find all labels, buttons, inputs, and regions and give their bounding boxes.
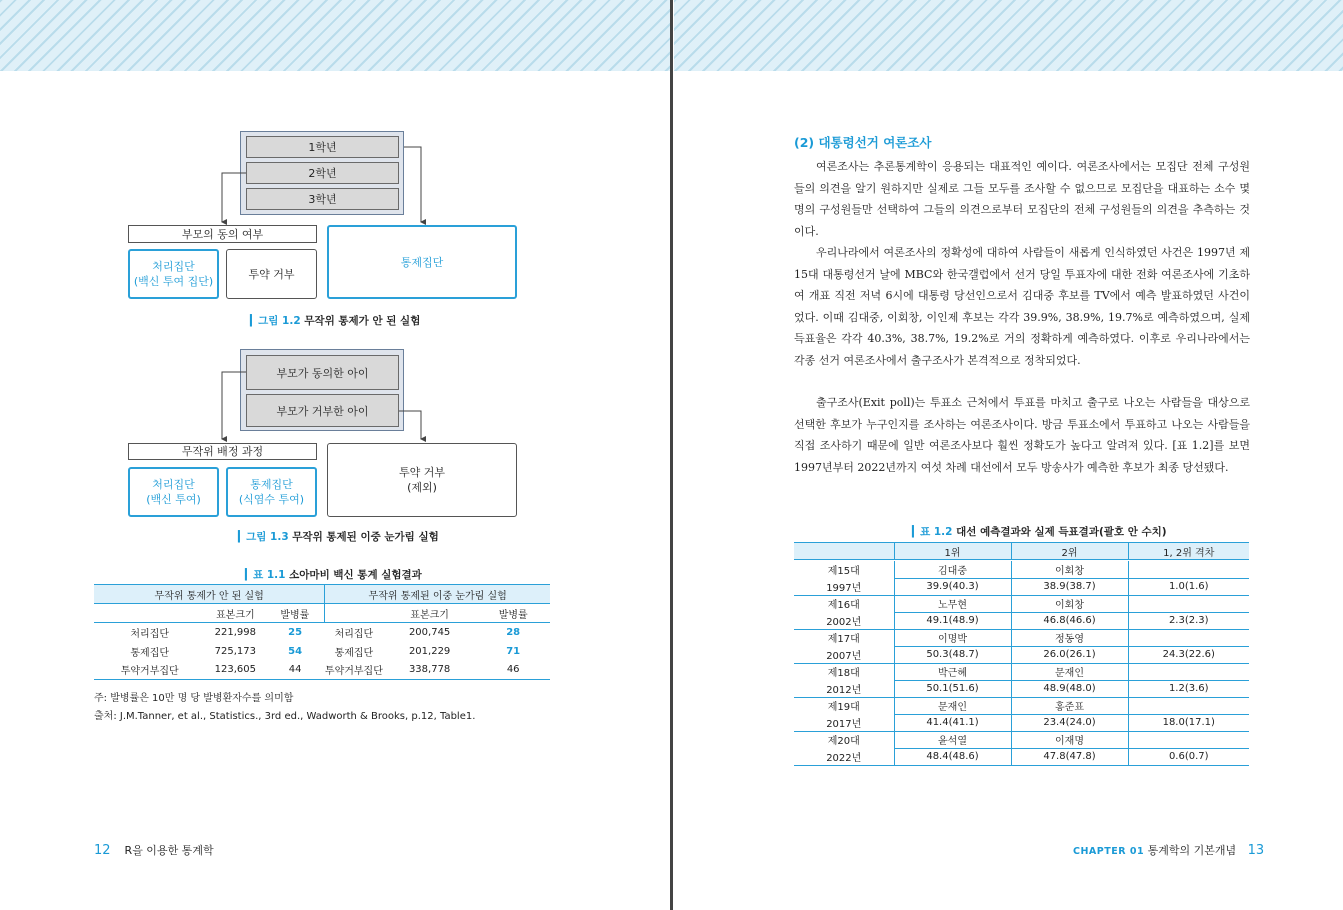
table-sub-header-row — [94, 604, 550, 623]
table-source: 출처: J.M.Tanner, et al., Statistics., 3rd ed., Wadworth & Brooks, p.12, Table1. — [94, 711, 476, 722]
figure-1-3-caption: ▎그림 1.3 무작위 통제된 이중 눈가림 실험 — [238, 531, 439, 543]
table-row: 투약거부집단 123,605 44 투약거부집단 338,778 46 — [94, 661, 550, 680]
paragraph: 여론조사는 추론통계학이 응용되는 대표적인 예이다. 여론조사에서는 모집단 전체 구성원들의 의견을 알기 원하지만 실제로 그들 모두를 조사할 수 없으므로 모집단을 대표하는 소수 몇 명의 구성원들만 선택하여 그들의 의견으로부터 모집단의 전체 구성원들의 의견을 추측하는 것이다. — [794, 160, 1250, 238]
book-spine — [670, 0, 673, 910]
consent-label: 부모의 동의 여부 — [128, 225, 317, 243]
top-hatch-band-right — [674, 0, 1343, 71]
excluded-box: 투약 거부 (제외) — [327, 443, 517, 517]
col-header: 1, 2위 격차 — [1128, 543, 1249, 560]
table-row: 제19대 문재인 홍준표 — [794, 697, 1249, 714]
group-header: 무작위 통제가 안 된 실험 — [94, 585, 325, 604]
treatment-group-box: 처리집단 (백신 투여 집단) — [128, 249, 219, 299]
paragraph: 우리나라에서 여론조사의 정확성에 대하여 사람들이 새롭게 인식하였던 사건은 1997년 제15대 대통령선거 날에 MBC와 한국갤럽에서 선거 당일 투표자에 대한 전화 여론조사에 기초하여 개표 직전 저녁 6시에 대통령 당선인으로서 김대중 후보를 TV에서 예측 발표하였던 사건이었다. 이때 김대중, 이회창, 이인제 후보는 각각 39.9%, 38.9%, 19.7%로 예측하였으며, 실제 득표율은 각각 40.3%, 38.7%, 19.2%로 거의 정확하게 예측하였다. 이후로 우리나라에서는 각종 선거 여론조사에서 출구조사가 본격적으로 정착되었다. — [794, 246, 1250, 367]
section-title: (2) 대통령선거 여론조사 — [794, 135, 932, 150]
table-row: 2017년 41.4(41.1) 23.4(24.0) 18.0(17.1) — [794, 714, 1249, 731]
treatment-group-box: 처리집단 (백신 투여) — [128, 467, 219, 517]
table-row: 2007년 50.3(48.7) 26.0(26.1) 24.3(22.6) — [794, 646, 1249, 663]
table-row: 2002년 49.1(48.9) 46.8(46.6) 2.3(2.3) — [794, 612, 1249, 629]
col-header: 발병률 — [265, 604, 325, 623]
table-1-1 — [94, 584, 550, 680]
grade-box: 2학년 — [246, 162, 399, 184]
figure-1-2-caption: ▎그림 1.2 무작위 통제가 안 된 실험 — [250, 315, 421, 327]
control-group-box: 통제집단 — [327, 225, 517, 299]
page-number: 12 — [94, 843, 111, 858]
random-assign-label: 무작위 배정 과정 — [128, 443, 317, 460]
left-footer — [94, 842, 214, 858]
refused-child-box: 부모가 거부한 아이 — [246, 394, 399, 427]
table-1-2-body — [794, 561, 1249, 766]
table-note: 주: 발병률은 10만 명 당 발병환자수를 의미함 — [94, 693, 294, 704]
figure-1-3-connectors — [0, 0, 600, 480]
table-1-1-caption: ▎표 1.1 소아마비 백신 통계 실험결과 — [245, 569, 422, 581]
consented-child-box: 부모가 동의한 아이 — [246, 355, 399, 390]
col-header: 1위 — [894, 543, 1011, 560]
chapter-label: CHAPTER 01 — [1073, 846, 1145, 857]
grade-box: 1학년 — [246, 136, 399, 158]
table-row: 제15대 김대중 이회창 — [794, 561, 1249, 578]
col-header: 표본크기 — [205, 604, 265, 623]
table-row: 제18대 박근혜 문재인 — [794, 663, 1249, 680]
table-1-2-caption: ▎표 1.2 대선 예측결과와 실제 득표결과(괄호 안 수치) — [912, 526, 1167, 538]
col-header: 2위 — [1011, 543, 1128, 560]
table-row: 2012년 50.1(51.6) 48.9(48.0) 1.2(3.6) — [794, 680, 1249, 697]
col-header: 표본크기 — [383, 604, 477, 623]
table-group-header-row — [94, 585, 550, 604]
page-number: 13 — [1247, 843, 1265, 858]
col-header: 발병률 — [476, 604, 550, 623]
table-1-2 — [794, 542, 1249, 560]
chapter-title: 통계학의 기본개념 — [1147, 844, 1237, 857]
control-group-box: 통제집단 (식염수 투여) — [226, 467, 317, 517]
table-row: 제17대 이명박 정동영 — [794, 629, 1249, 646]
table-row: 처리집단 221,998 25 처리집단 200,745 28 — [130, 626, 521, 640]
book-title: R을 이용한 통계학 — [124, 844, 214, 857]
table-row: 통제집단 725,173 54 통제집단 201,229 71 — [130, 645, 521, 659]
right-footer — [1073, 842, 1264, 858]
table-row: 2022년 48.4(48.6) 47.8(47.8) 0.6(0.7) — [794, 748, 1249, 765]
table-row: 제16대 노무현 이회창 — [794, 595, 1249, 612]
table-row: 제20대 윤석열 이재명 — [794, 731, 1249, 748]
paragraph: 출구조사(Exit poll)는 투표소 근처에서 투표를 마치고 출구로 나오는 사람들을 대상으로 선택한 후보가 누구인지를 조사하는 여론조사이다. 방금 투표소에서 투표하고 나오는 사람들을 직접 조사하기 때문에 일반 여론조사보다 훨씬 정확도가 높다고 알려져 있다. [표 1.2]를 보면 1997년부터 2022년까지 여섯 차례 대선에서 모두 방송사가 예측한 후보가 최종 당선됐다. — [794, 396, 1250, 474]
table-header-row — [794, 543, 1249, 560]
grade-box: 3학년 — [246, 188, 399, 210]
table-row: 1997년 39.9(40.3) 38.9(38.7) 1.0(1.6) — [794, 578, 1249, 595]
group-header: 무작위 통제된 이중 눈가림 실험 — [325, 585, 550, 604]
refuse-box: 투약 거부 — [226, 249, 317, 299]
